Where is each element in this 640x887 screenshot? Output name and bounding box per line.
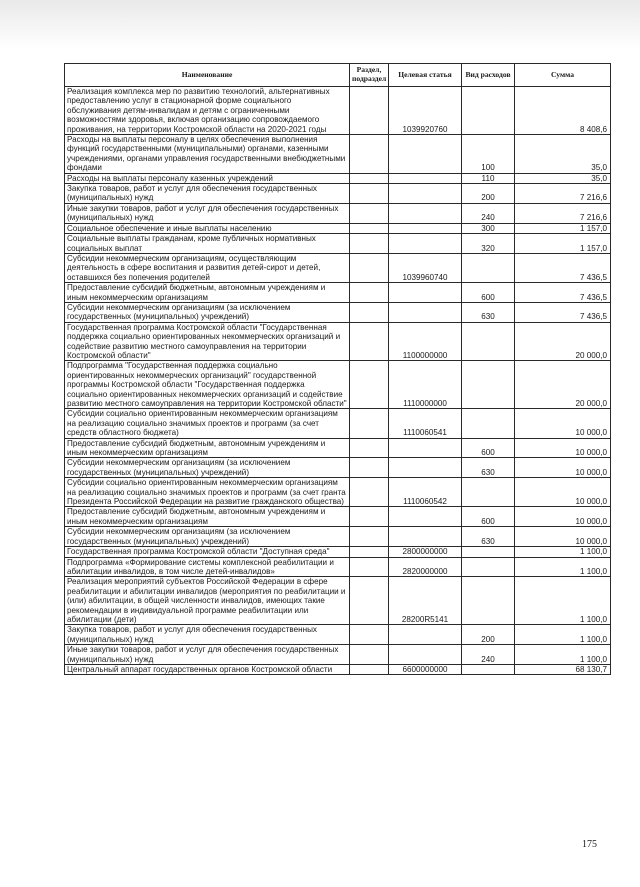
row-target: [389, 527, 462, 547]
row-name: Реализация комплекса мер по развитию технологий, альтернативных предоставлению услуг в стационарной форме социального обслуживания детям-инвалидам и детям с ограниченными возможностями здоровья, включая организацию сопровождаемого проживания, на территории Костромской области на 2020-2021 годы: [65, 87, 350, 135]
table-row: [65, 302, 611, 322]
row-section: [350, 184, 389, 204]
table-row: [65, 527, 611, 547]
row-target: [389, 283, 462, 303]
row-expense-type: 100: [462, 135, 515, 174]
row-expense-type: [462, 87, 515, 135]
row-section: [350, 302, 389, 322]
row-expense-type: [462, 557, 515, 577]
row-name: Иные закупки товаров, работ и услуг для обеспечения государственных (муниципальных) нужд: [65, 645, 350, 665]
row-name: Закупка товаров, работ и услуг для обеспечения государственных (муниципальных) нужд: [65, 184, 350, 204]
row-name: Закупка товаров, работ и услуг для обеспечения государственных (муниципальных) нужд: [65, 625, 350, 645]
row-expense-type: [462, 409, 515, 438]
table-row: [65, 409, 611, 438]
row-amount: 7 436,5: [515, 302, 611, 322]
row-expense-type: 600: [462, 507, 515, 527]
row-target: [389, 438, 462, 458]
row-section: [350, 458, 389, 478]
row-section: [350, 87, 389, 135]
row-target: 1039920760: [389, 87, 462, 135]
table-row: [65, 478, 611, 507]
row-expense-type: [462, 361, 515, 409]
row-section: [350, 409, 389, 438]
row-section: [350, 234, 389, 254]
table-row: [65, 625, 611, 645]
row-expense-type: 600: [462, 283, 515, 303]
row-expense-type: [462, 478, 515, 507]
row-target: 1110000000: [389, 361, 462, 409]
row-section: [350, 203, 389, 223]
row-target: [389, 625, 462, 645]
header-target: Целевая статья: [389, 64, 462, 87]
row-target: 2820000000: [389, 557, 462, 577]
row-target: 1100000000: [389, 322, 462, 361]
row-amount: 8 408,6: [515, 87, 611, 135]
row-expense-type: [462, 664, 515, 674]
row-amount: 1 100,0: [515, 625, 611, 645]
budget-table: [64, 63, 611, 675]
row-section: [350, 361, 389, 409]
row-expense-type: 110: [462, 173, 515, 183]
row-target: [389, 234, 462, 254]
row-amount: 20 000,0: [515, 361, 611, 409]
row-target: [389, 184, 462, 204]
row-amount: 10 000,0: [515, 438, 611, 458]
row-section: [350, 438, 389, 458]
row-amount: 35,0: [515, 135, 611, 174]
row-amount: 7 216,6: [515, 184, 611, 204]
row-section: [350, 527, 389, 547]
table-row: [65, 458, 611, 478]
row-section: [350, 322, 389, 361]
row-name: Иные закупки товаров, работ и услуг для обеспечения государственных (муниципальных) нужд: [65, 203, 350, 223]
row-expense-type: 240: [462, 645, 515, 665]
row-amount: 35,0: [515, 173, 611, 183]
row-target: [389, 645, 462, 665]
row-target: 1039960740: [389, 253, 462, 282]
scan-header-shadow: [0, 0, 640, 48]
row-target: 1110060541: [389, 409, 462, 438]
row-name: Государственная программа Костромской области "Доступная среда": [65, 547, 350, 557]
row-name: Субсидии некоммерческим организациям (за исключением государственных (муниципальных) учреждений): [65, 527, 350, 547]
row-amount: 1 157,0: [515, 223, 611, 233]
row-amount: 10 000,0: [515, 527, 611, 547]
row-amount: 1 100,0: [515, 645, 611, 665]
row-expense-type: 630: [462, 527, 515, 547]
page-number: 175: [582, 839, 597, 850]
table-row: [65, 234, 611, 254]
table-row: [65, 507, 611, 527]
row-amount: 1 100,0: [515, 547, 611, 557]
row-target: [389, 507, 462, 527]
table-row: [65, 361, 611, 409]
row-target: 1110060542: [389, 478, 462, 507]
row-name: Субсидии некоммерческим организациям, осуществляющим деятельность в сфере воспитания и развития детей-сирот и детей, оставшихся без попечения родителей: [65, 253, 350, 282]
header-name: Наименование: [65, 64, 350, 87]
row-expense-type: [462, 253, 515, 282]
row-expense-type: [462, 322, 515, 361]
row-name: Подпрограмма «Формирование системы комплексной реабилитации и абилитации инвалидов, в том числе детей-инвалидов»: [65, 557, 350, 577]
row-name: Предоставление субсидий бюджетным, автономным учреждениям и иным некоммерческим организациям: [65, 507, 350, 527]
row-amount: 1 157,0: [515, 234, 611, 254]
row-target: [389, 203, 462, 223]
row-name: Субсидии некоммерческим организациям (за исключением государственных (муниципальных) учреждений): [65, 458, 350, 478]
table-row: [65, 87, 611, 135]
table-row: [65, 664, 611, 674]
table-header-row: [65, 64, 611, 87]
row-name: Субсидии некоммерческим организациям (за исключением государственных (муниципальных) учреждений): [65, 302, 350, 322]
row-name: Расходы на выплаты персоналу казенных учреждений: [65, 173, 350, 183]
row-target: [389, 135, 462, 174]
table-row: [65, 645, 611, 665]
row-section: [350, 173, 389, 183]
table-row: [65, 173, 611, 183]
row-amount: 7 436,5: [515, 253, 611, 282]
row-name: Субсидии социально ориентированным некоммерческим организациям на реализацию социально значимых проектов и программ (за счет средств областного бюджета): [65, 409, 350, 438]
row-section: [350, 507, 389, 527]
row-section: [350, 478, 389, 507]
table-row: [65, 438, 611, 458]
table-row: [65, 135, 611, 174]
row-name: Субсидии социально ориентированным некоммерческим организациям на реализацию социально значимых проектов и программ (за счет гранта Президента Российской Федерации на развитие гражданского общества): [65, 478, 350, 507]
table-row: [65, 203, 611, 223]
row-section: [350, 283, 389, 303]
row-amount: 10 000,0: [515, 478, 611, 507]
row-amount: 10 000,0: [515, 507, 611, 527]
row-amount: 1 100,0: [515, 577, 611, 625]
table-row: [65, 184, 611, 204]
row-target: [389, 223, 462, 233]
row-expense-type: 630: [462, 458, 515, 478]
row-target: 2800000000: [389, 547, 462, 557]
row-amount: 10 000,0: [515, 458, 611, 478]
header-section: Раздел, подраздел: [350, 64, 389, 87]
table-row: [65, 557, 611, 577]
row-amount: 10 000,0: [515, 409, 611, 438]
row-amount: 20 000,0: [515, 322, 611, 361]
row-expense-type: 600: [462, 438, 515, 458]
row-section: [350, 557, 389, 577]
row-expense-type: 630: [462, 302, 515, 322]
row-name: Социальные выплаты гражданам, кроме публичных нормативных социальных выплат: [65, 234, 350, 254]
row-amount: 1 100,0: [515, 557, 611, 577]
row-target: [389, 173, 462, 183]
row-expense-type: 320: [462, 234, 515, 254]
row-name: Социальное обеспечение и иные выплаты населению: [65, 223, 350, 233]
row-target: [389, 302, 462, 322]
row-name: Реализация мероприятий субъектов Российской Федерации в сфере реабилитации и абилитации инвалидов (мероприятия по реабилитации и (или) абилитации, в общей численности инвалидов, имеющих такие рекомендации в индивидуальной программе реабилитации или абилитации (дети): [65, 577, 350, 625]
table-row: [65, 223, 611, 233]
row-expense-type: 300: [462, 223, 515, 233]
header-amount: Сумма: [515, 64, 611, 87]
row-target: [389, 458, 462, 478]
table-row: [65, 253, 611, 282]
row-section: [350, 577, 389, 625]
table-row: [65, 577, 611, 625]
row-name: Предоставление субсидий бюджетным, автономным учреждениям и иным некоммерческим организациям: [65, 283, 350, 303]
table-row: [65, 283, 611, 303]
table-body: [65, 87, 611, 675]
table-row: [65, 322, 611, 361]
table-row: [65, 547, 611, 557]
row-name: Предоставление субсидий бюджетным, автономным учреждениям и иным некоммерческим организациям: [65, 438, 350, 458]
row-amount: 68 130,7: [515, 664, 611, 674]
row-section: [350, 625, 389, 645]
row-section: [350, 645, 389, 665]
row-expense-type: 240: [462, 203, 515, 223]
row-expense-type: 200: [462, 184, 515, 204]
row-target: 28200R5141: [389, 577, 462, 625]
row-section: [350, 664, 389, 674]
row-name: Центральный аппарат государственных органов Костромской области: [65, 664, 350, 674]
row-amount: 7 436,5: [515, 283, 611, 303]
row-name: Государственная программа Костромской области "Государственная поддержка социально ориентированных некоммерческих организаций и содействие развитию местного самоуправления на территории Костромской области": [65, 322, 350, 361]
row-expense-type: [462, 577, 515, 625]
row-section: [350, 547, 389, 557]
row-name: Расходы на выплаты персоналу в целях обеспечения выполнения функций государственными (муниципальными) органами, казенными учреждениями, органами управления государственными внебюджетными фондами: [65, 135, 350, 174]
row-section: [350, 253, 389, 282]
row-amount: 7 216,6: [515, 203, 611, 223]
row-target: 6600000000: [389, 664, 462, 674]
row-expense-type: [462, 547, 515, 557]
row-section: [350, 223, 389, 233]
row-name: Подпрограмма "Государственная поддержка социально ориентированных некоммерческих организаций" государственной программы Костромской области "Государственная поддержка социально ориентированных некоммерческих организаций и содействие развитию местного самоуправления на территории Костромской области": [65, 361, 350, 409]
header-expense-type: Вид расходов: [462, 64, 515, 87]
row-section: [350, 135, 389, 174]
row-expense-type: 200: [462, 625, 515, 645]
